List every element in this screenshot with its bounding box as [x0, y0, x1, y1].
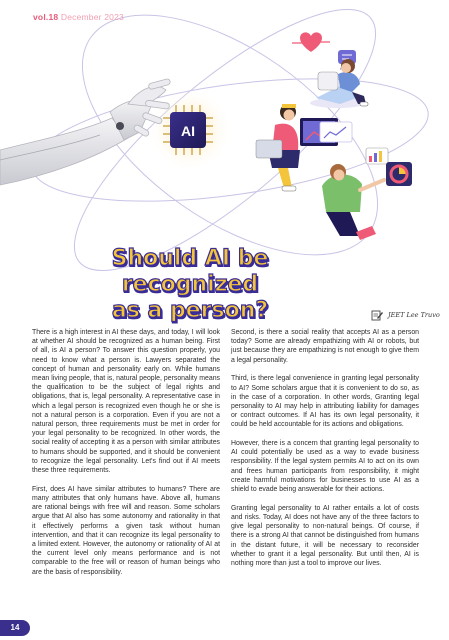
pen-paper-icon [371, 309, 383, 321]
paragraph: Granting legal personality to AI rather entails a lot of costs and risks. Today, AI does not have any of the three factors to give legal personality to non-natural beings. Of course, if there is a strong AI that cannot be distinguished from humans in the distant future, it will be necessary to reconsider whether to grant it a legal personality. But until then, AI is nothing more than just a tool to improve our lives. [231, 504, 419, 567]
author-name: JEET Lee Truvo [388, 311, 440, 319]
person-with-tablet [256, 104, 338, 191]
robot-hand [0, 78, 171, 185]
dashboard-card-icon [320, 122, 352, 142]
paragraph: Third, is there legal convenience in granting legal personality to AI? Some scholars argue that it is convenient to do so, as in the case of a corporation. In other words, Granting legal personality to AI may help in attributing liability for damages or contract outcomes. If AI has its own legal personality, it could be held accountable for its actions and obligations. [231, 375, 419, 429]
person-with-laptop [310, 59, 368, 108]
issue-date: December 2023 [60, 12, 124, 22]
person-with-chart [322, 148, 412, 240]
paragraph: There is a high interest in AI these days, and today, I will look at whether AI should be recognized as a human being. First of all, is AI a person? To answer this question properly, you need to know what a person is. Lawyers separated the concept of human and personality early on. While humans mean living people, that is, natural people, personality means the qualification to be the subject of legal rights and obligations, that is, legal personality. A representative case in which a legal person is recognized even though he or she is not a natural person is a corporation. Even if you are not a natural person, three requirements must be met in order for your legal personality to be recognized. In other words, the social reality of accepting it as a person with similar attributes to humans should be supported, and it should be convenient to recognize the legal personality. Let's find out if AI meets these three requirements. [32, 329, 220, 475]
paragraph: First, does AI have similar attributes to humans? There are many attributes that only humans have. Above all, humans are rational beings with free will and reason. Some scholars argue that AI also has some autonomy and rationality in that it effectively performs a given task without human intervention, and that it can recognize its legal personality to a limited extent. However, the autonomy or rationality of AI at the current level only means performance and is not comparable to the free will or reason of human beings who are the basis of responsibility. [32, 485, 220, 576]
issue-header [33, 12, 124, 22]
chip-label: AI [181, 123, 195, 139]
title-line-1: Should AI be recognized [111, 246, 269, 297]
page-number: 14 [0, 620, 30, 636]
title-line-2: as a person? [111, 298, 269, 323]
article-title [40, 246, 340, 324]
article-column-left [32, 328, 220, 586]
article-column-right [231, 328, 419, 578]
author-byline [371, 309, 440, 321]
paragraph: Second, is there a social reality that accepts AI as a person today? Some are already empathizing with AI or robots, but just because they are empathizing is not enough to give them a legal personality. [231, 329, 419, 364]
issue-volume: vol.18 [33, 12, 59, 22]
paragraph: However, there is a concern that granting legal personality to AI could potentially be used as a way to evade business responsibility. If the legal system permits AI to act on its own and frees human participants from responsibility, it might create harmful motivations for businesses to use AI as a shield to evade being answerable for their actions. [231, 440, 419, 494]
heart-pulse-icon [292, 32, 330, 52]
